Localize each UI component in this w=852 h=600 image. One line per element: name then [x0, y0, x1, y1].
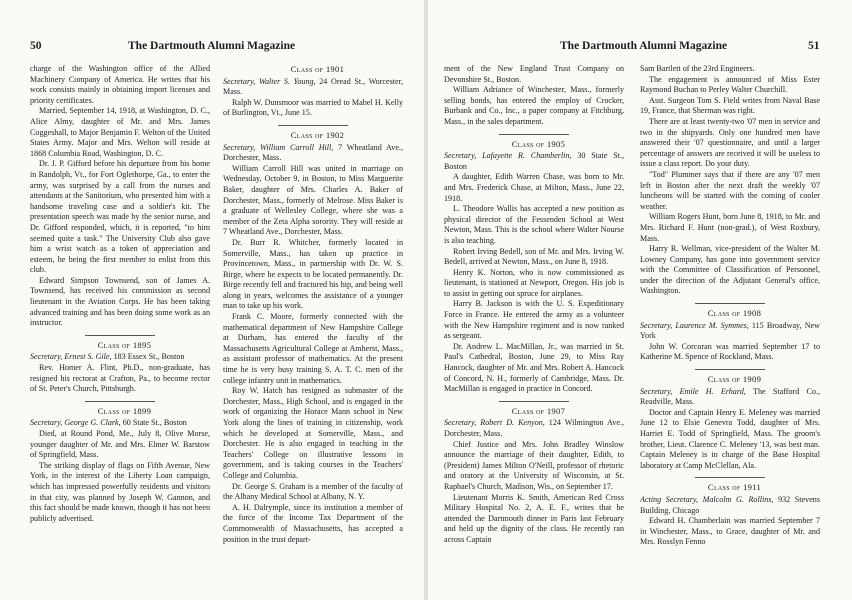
secretary-label: Secretary, [30, 352, 63, 362]
secretary-label: Secretary, [444, 151, 477, 161]
class-heading: Class of 1905 [511, 138, 566, 149]
secretary-address: 30 State St., Boston [444, 151, 624, 171]
magazine-title: The Dartmouth Alumni Magazine [128, 40, 296, 52]
right-column-2 [640, 64, 820, 548]
paragraph: Dr. George S. Graham is a member of the faculty of the Albany Medical School at Albany, N. Y. [223, 481, 403, 502]
paragraph: Asst. Surgeon Tom S. Field writes from Naval Base 19, France, that Sherman was right. [640, 95, 820, 116]
paragraph: The engagement is announced of Miss Ester Raymond Buchan to Perley Walter Churchill. [640, 74, 820, 95]
secretary-label: Secretary, [30, 418, 63, 428]
class-heading: Class of 1911 [707, 482, 762, 493]
secretary-line [223, 77, 403, 98]
right-column-1 [444, 64, 624, 546]
page-number: 51 [808, 40, 820, 52]
secretary-line [640, 495, 820, 516]
secretary-label: Secretary, [640, 386, 673, 396]
paragraph: Edward H. Chamberlain was married September 7 in Winchester, Mass., to Grace, daughter of Mr. and Mrs. Rosslyn Fenno [640, 516, 820, 547]
secretary-name: Walter S. Young, [258, 76, 316, 86]
paragraph: Sam Bartlett of the 23rd Engineers. [640, 64, 755, 73]
class-heading: Class of 1901 [290, 64, 345, 74]
paragraph: Robert Irving Bedell, son of Mr. and Mrs. Irving W. Bedell, arrived at Newton, Mass., on June 8, 1918. [444, 246, 624, 267]
paragraph: Dr. Andrew L. MacMillan, Jr., was married in St. Paul's Cathedral, Boston, June 29, to Miss Ray Hancock, daughter of Mr. and Mrs. Robert A. Hancock of Concord, N. H., formerly of Cambridge, Mass. Dr. MacMillan is engaged in practice in Concord. [444, 341, 624, 394]
left-column-2 [223, 64, 403, 545]
secretary-name: Robert D. Kenyon, [480, 418, 545, 428]
section-divider [499, 401, 569, 402]
section-divider [85, 401, 155, 402]
secretary-name: Emile H. Erhard, [679, 386, 746, 396]
paragraph: John W. Corcoran was married September 17 to Katherine M. Spence of Rockland, Mass. [640, 341, 820, 362]
secretary-line [640, 387, 820, 408]
paragraph: William Rogers Hunt, born June 8, 1918, to Mr. and Mrs. Richard F. Hunt (non-grad.), of West Roxbury, Mass. [640, 212, 820, 243]
secretary-line [640, 321, 820, 342]
paragraph: Harry B. Jackson is with the U. S. Expeditionary Force in France. He entered the army as a volunteer with the New Hampshire regiment and is now ranked as sergeant. [444, 299, 624, 341]
paragraph: "Tod" Plummer says that if there are any '07 men left in Boston after the next draft the weekly '07 luncheons will be started with the coming of cooler weather. [640, 169, 820, 211]
magazine-title: The Dartmouth Alumni Magazine [560, 40, 728, 52]
secretary-address: 60 State St., Boston [122, 418, 187, 428]
paragraph: A daughter, Edith Warren Chase, was born to Mr. and Mrs. Frederick Chase, at Milton, Mass., June 22, 1918. [444, 172, 624, 203]
left-column-1 [30, 64, 210, 524]
section-divider [695, 303, 765, 304]
secretary-address: 183 Essex St., Boston [113, 352, 185, 362]
class-heading: Class of 1899 [97, 405, 152, 416]
paragraph: There are at least twenty-two '07 men in service and two in the shipyards. Only one hundred men have answered their '07 questionnaire, and until a larger percentage of answers are received it will be useless to issue a class report. Do your duty. [640, 116, 820, 169]
secretary-line [30, 352, 210, 363]
secretary-name: Ernest S. Gile, [64, 352, 112, 362]
secretary-label: Secretary, [223, 76, 256, 86]
class-heading: Class of 1909 [707, 374, 762, 385]
secretary-line [30, 418, 210, 429]
secretary-address: 932 Stevens Building, Chicago [640, 494, 820, 515]
class-heading: Class of 1902 [290, 129, 345, 140]
secretary-name: Laurence M. Symmes, [675, 320, 749, 330]
secretary-name: William Carroll Hill, [260, 142, 334, 152]
paragraph: Ralph W. Dunsmoor was married to Mabel H. Kelly of Burlington, Vt., June 15. [223, 97, 403, 118]
right-page [426, 0, 852, 600]
secretary-label: Secretary, [640, 320, 673, 330]
paragraph: Roy W. Hatch has resigned as submaster of the Dorchester, Mass., High School, and is engaged in the work of organizing the Horace Mann school in New York along the lines of training in citizenship, work which he developed at Somerville, Mass., and Dorchester. He is also engaged in teaching in the Teachers' College on illustrative lessons in government, and is taking courses in the Teachers' College and Columbia. [223, 386, 403, 480]
paragraph: Doctor and Captain Henry E. Meleney was married June 12 to Elsie Genevra Todd, daughter of Mrs. Harriet E. Todd of Springfield, Mass. The groom's brother, Lieut. Clarence C. Meleney '13, was best man. Captain Meleney is in charge of the Base Hospital laboratory at Camp McClellan, Ala. [640, 407, 820, 470]
paragraph: The striking display of flags on Fifth Avenue, New York, in the interest of the Liberty Loan campaign, which has impressed powerfully residents and visitors in that city, was planned by Joseph W. Gannon, and this fact should be made known, though it has not been publicly advertised. [30, 460, 210, 523]
section-divider [85, 335, 155, 336]
page-number: 50 [30, 40, 42, 52]
paragraph: Frank C. Moore, formerly connected with the mathematical department of New Hampshire College at Durham, has entered the faculty of the Massachusetts Agricultural College at Amherst, Mass., as assistant professor of mathematics. At the present time he is very busy training S. A. T. C. men of the college infantry unit in mathematics. [223, 312, 403, 385]
secretary-line [444, 418, 624, 439]
class-heading: Class of 1895 [97, 339, 152, 350]
paragraph: Lieutenant Morris K. Smith, American Red Cross Military Hospital No. 2, A. E. F., writes that he attended the Dartmouth dinner in Paris last February and held up the dignity of the class. He recently ran across Captain [444, 492, 624, 544]
section-divider [499, 134, 569, 135]
section-divider [695, 477, 765, 478]
paragraph: L. Theodore Wallis has accepted a new position as physical director of the Fessenden School at West Newton, Mass. This is the school where Walter Nourse is also teaching. [444, 204, 624, 245]
paragraph: Married, September 14, 1918, at Washington, D. C., Alice Almy, daughter of Mr. and Mrs. James Coggeshall, to Major Benjamin F. Welton of the United States Army. Major and Mrs. Welton will reside at 1868 Columbia Road, Washington, D. C. [30, 106, 210, 158]
secretary-name: George G. Clark, [64, 418, 121, 428]
paragraph: Harry R. Wellman, vice-president of the Walter M. Lowney Company, has gone into government service with the Committee of Classification of Personnel, under the direction of the Adjutant General's office, Washington. [640, 244, 820, 296]
paragraph: Chief Justice and Mrs. John Bradley Winslow announce the marriage of their daughter, Edith, to (President) James Milton O'Neill, professor of rhetoric and oratory at the University of Wisconsin, at St. Raphael's Church, Madison, Wis., on September 17. [444, 439, 624, 491]
secretary-address: The Stafford Co., Readville, Mass. [640, 386, 821, 407]
secretary-address: 24 Oread St., Worcester, Mass. [223, 76, 403, 97]
paragraph: Edward Simpson Townsend, son of James A. Townsend, has received his commission as second lieutenant in the Aviation Corps. He has been taking advanced training and has been doing some work as an instructor. [30, 275, 210, 328]
secretary-address: 7 Wheatland Ave., Dorchester, Mass. [223, 142, 403, 163]
paragraph: Dr. J. P. Gifford before his departure from his home in Randolph, Vt., for Fort Oglethorpe, Ga., to enter the army, was surprised by a call from the nurses and attendants at the Sanitorium, who presented him with a handsome traveling case and a soldier's kit. The presentation speech was made by the senior nurse, and Dr. Gifford responded, which, it is reported, "to him seemed quite a task." The University Club also gave him a wrist watch as a token of appreciation and esteem, he being the first member to enlist from this club. [30, 159, 210, 275]
paragraph: ment of the New England Trust Company on Devonshire St., Boston. [444, 64, 624, 84]
secretary-name: Malcolm G. Rollins, [702, 494, 774, 504]
paragraph: charge of the Washington office of the Allied Machinery Company of America. He writes that his work consists mainly in obtaining import licenses and priority certificates. [30, 64, 210, 105]
secretary-name: Lafayette R. Chamberlin, [482, 151, 572, 161]
paragraph: Rev. Homer A. Flint, Ph.D., non-graduate, has resigned his rectorat at Crafton, Pa., to become rector of St. Peter's Church, Pittsburgh. [30, 363, 210, 394]
section-divider [695, 369, 765, 370]
paragraph: Henry K. Norton, who is now commissioned as lieutenant, is stationed at Newport, Oregon. His job is to assist in getting out spruce for airplanes. [444, 267, 624, 298]
secretary-address: 124 Wilmington Ave., Dorchester, Mass. [444, 418, 624, 438]
paragraph: Died, at Round Pond, Me., July 8, Olive Morse, younger daughter of Mr. and Mrs. Elmer W. Barstow of Springfield, Mass. [30, 429, 210, 460]
paragraph: William Adriance of Winchester, Mass., formerly selling bonds, has entered the employ of Crocker, Burbank and Co., Inc., a paper company at Fitchburg, Mass., in the sales department. [444, 85, 624, 126]
secretary-line [223, 143, 403, 164]
paragraph: William Carroll Hill was united in marriage on Wednesday, October 9, in Boston, to Miss Marguerite Baker, daughter of Mrs. Charles A. Baker of Dorchester, Mass., formerly of Melrose. Miss Baker is a graduate of Wellesley College, where she was a member of the Zeta Alpha sorority. They will reside at 7 Wheatland Ave., Dorchester, Mass. [223, 163, 403, 237]
section-divider [278, 125, 348, 126]
paragraph: Dr. Burr R. Whitcher, formerly located in Somerville, Mass., has taken up practice in Provincetown, Mass., in partnership with Dr. W. S. Birge, where he expects to be located permanently. Dr. Birge recently fell and fractured his hip, and being well along in years, welcomes the assistance of a younger man to take up his work. [223, 237, 403, 311]
paragraph: A. H. Dalrymple, since its institution a member of the force of the Income Tax Department of the Commonwealth of Massachusetts, has accepted a position in the trust depart- [223, 502, 403, 544]
secretary-address: 115 Broadway, New York [640, 320, 820, 341]
class-heading: Class of 1908 [707, 308, 762, 319]
secretary-line [444, 151, 624, 172]
class-heading: Class of 1907 [511, 405, 566, 416]
secretary-label: Secretary, [223, 142, 256, 152]
secretary-label: Acting Secretary, [640, 494, 699, 504]
secretary-label: Secretary, [444, 418, 477, 428]
